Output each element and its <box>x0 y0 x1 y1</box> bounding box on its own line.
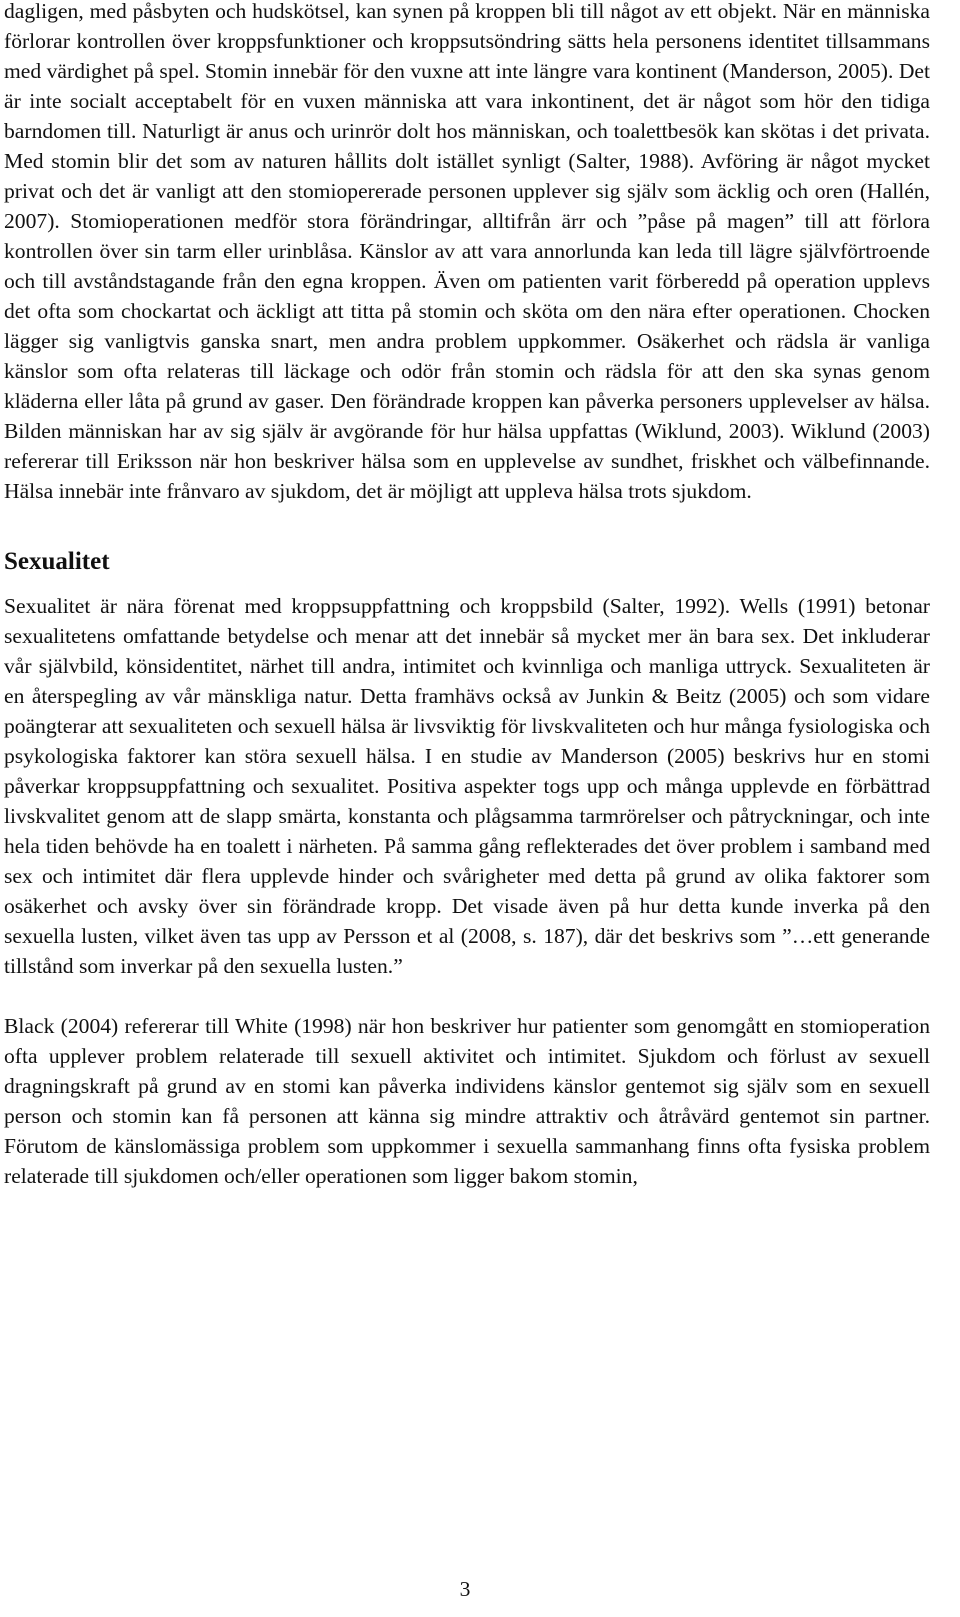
section-heading: Sexualitet <box>4 548 110 575</box>
page-number: 3 <box>459 1577 471 1601</box>
body-paragraph: Sexualitet är nära förenat med kroppsuppfattning och kroppsbild (Salter, 1992). Wells (1991) betonar sexualitetens omfattande betydelse och menar att det innebär så mycket mer än bara sex. Det inkluderar vår självbild, könsidentitet, närhet till andra, intimitet och kvinnliga och manliga uttryck. Sexualiteten är en återspegling av vår mänskliga natur. Detta framhävs också av Junkin & Beitz (2005) och som vidare poängterar att sexualiteten och sexuell hälsa är livsviktig för livskvaliteten och hur många fysiologiska och psykologiska faktorer kan störa sexuell hälsa. I en studie av Manderson (2005) beskrivs hur en stomi påverkar kroppsuppfattning och sexualitet. Positiva aspekter togs upp och många upplevde en förbättrad livskvalitet genom att de slapp smärta, konstanta och plågsamma tarmrörelser och påtryckningar, och inte hela tiden behövde ha en toalett i närheten. På samma gång reflekterades det över problem i samband med sex och intimitet där flera upplevde hinder och svårigheter med detta på grund av olika faktorer som osäkerhet och avsky över sin förändrade kropp. Det visade även på hur detta kunde inverka på den sexuella lusten, vilket även tas upp av Persson et al (2008, s. 187), där det beskrivs som ”…ett generande tillstånd som inverkar på den sexuella lusten.” <box>4 594 930 978</box>
body-paragraph: dagligen, med påsbyten och hudskötsel, kan synen på kroppen bli till något av ett objekt. När en människa förlorar kontrollen över kroppsfunktioner och kroppsutsöndring sätts hela personens identitet tillsammans med värdighet på spel. Stomin innebär för den vuxne att inte längre vara kontinent (Manderson, 2005). Det är inte socialt acceptabelt för en vuxen människa att vara inkontinent, det är något som hör den tidiga barndomen till. Naturligt är anus och urinrör dolt hos människan, och toalettbesök kan skötas i det privata. Med stomin blir det som av naturen hållits dolt istället synligt (Salter, 1988). Avföring är något mycket privat och det är vanligt att den stomiopererade personen upplever sig själv som äcklig och oren (Hallén, 2007). Stomioperationen medför stora förändringar, alltifrån ärr och ”påse på magen” till att förlora kontrollen över sin tarm eller urinblåsa. Känslor av att vara annorlunda kan leda till lägre självförtroende och till avståndstagande från den egna kroppen. Även om patienten varit förberedd på operation upplevs det ofta som chockartat och äckligt att titta på stomin och sköta om den nära efter operationen. Chocken lägger sig vanligtvis ganska snart, men andra problem uppkommer. Osäkerhet och rädsla är vanliga känslor som ofta relateras till läckage och odör från stomin och rädsla för att den ska synas genom kläderna eller låta på grund av gaser. Den förändrade kroppen kan påverka personers upplevelser av hälsa. Bilden människan har av sig själv är avgörande för hur hälsa uppfattas (Wiklund, 2003). Wiklund (2003) refererar till Eriksson när hon beskriver hälsa som en upplevelse av sundhet, friskhet och välbefinnande. Hälsa innebär inte frånvaro av sjukdom, det är möjligt att uppleva hälsa trots sjukdom. <box>4 0 930 503</box>
body-paragraph: Black (2004) refererar till White (1998) när hon beskriver hur patienter som genomgått en stomioperation ofta upplever problem relaterade till sexuell aktivitet och intimitet. Sjukdom och förlust av sexuell dragningskraft på grund av en stomi kan påverka individens känslor gentemot sig själv som en sexuell person och stomin kan få personen att känna sig mindre attraktiv och åtråvärd gentemot sin partner. Förutom de känslomässiga problem som uppkommer i sexuella sammanhang finns ofta fysiska problem relaterade till sjukdomen och/eller operationen som ligger bakom stomin, <box>4 1014 930 1188</box>
document-page <box>4 0 930 1191</box>
